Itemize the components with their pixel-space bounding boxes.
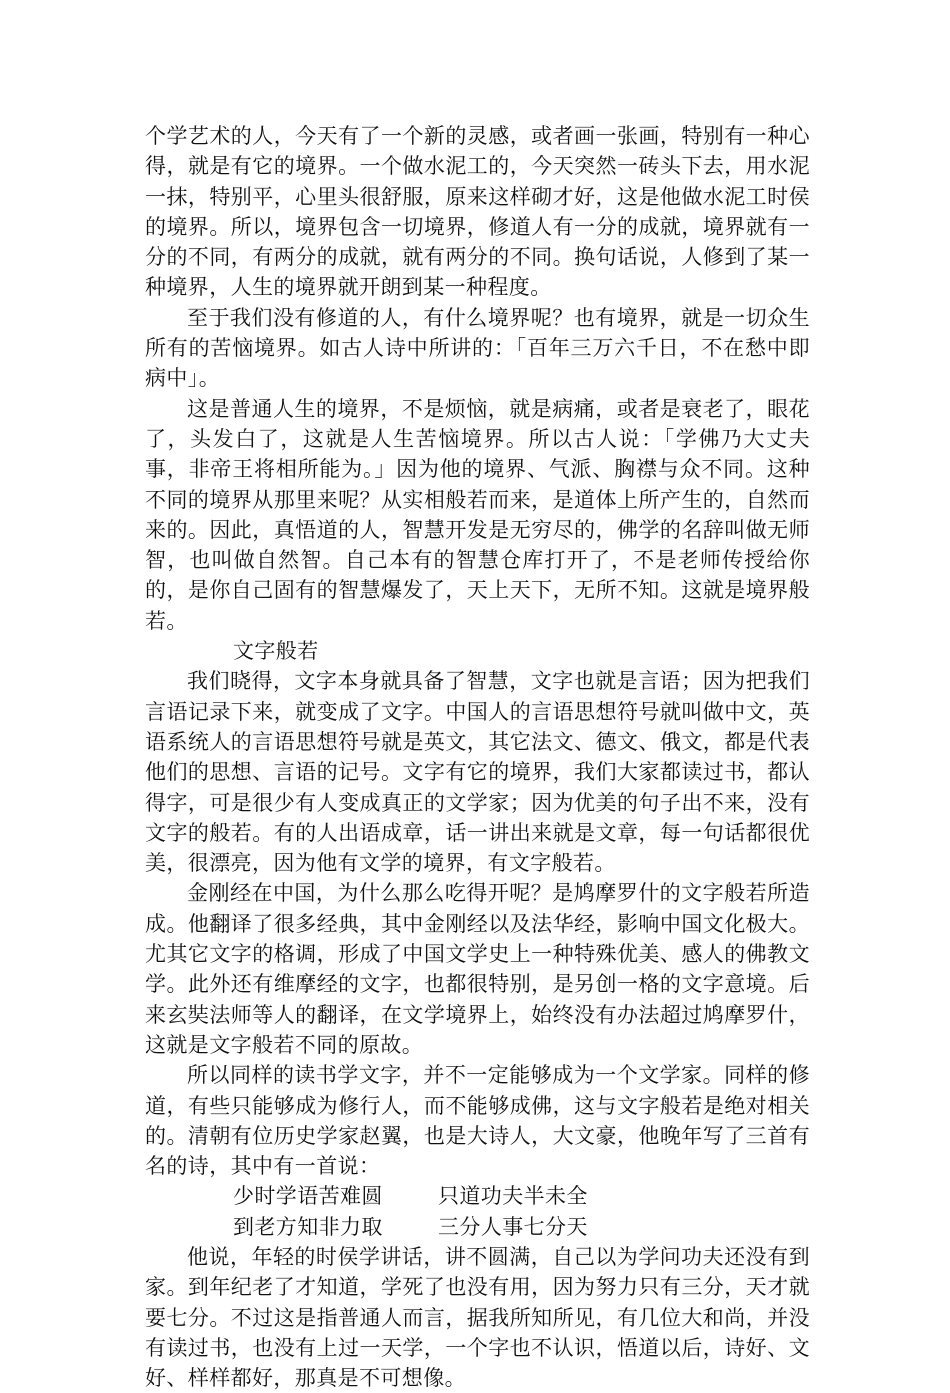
paragraph-3: 这是普通人生的境界，不是烦恼，就是病痛，或者是衰老了，眼花了，头发白了，这就是人生苦恼境界。所以古人说：「学佛乃大丈夫事，非帝王将相所能为。」因为他的境界、气派、胸襟与众不同。这种不同的境界从那里来呢？从实相般若而来，是道体上所产生的，自然而来的。因此，真悟道的人，智慧开发是无穷尽的，佛学的名辞叫做无师智，也叫做自然智。自己本有的智慧仓库打开了，不是老师传授给你的，是你自己固有的智慧爆发了，天上天下，无所不知。这就是境界般若。	[145, 396, 810, 633]
paragraph-1: 个学艺术的人，今天有了一个新的灵感，或者画一张画，特别有一种心得，就是有它的境界。一个做水泥工的，今天突然一砖头下去，用水泥一抹，特别平，心里头很舒服，原来这样砌才好，这是他做水泥工时侯的境界。所以，境界包含一切境界，修道人有一分的成就，境界就有一分的不同，有两分的成就，就有两分的不同。换句话说，人修到了某一种境界，人生的境界就开朗到某一种程度。	[145, 124, 810, 300]
paragraph-5: 金刚经在中国，为什么那么吃得开呢？是鸠摩罗什的文字般若所造成。他翻译了很多经典，其中金刚经以及法华经，影响中国文化极大。尤其它文字的格调，形成了中国文学史上一种特殊优美、感人的佛教文学。此外还有维摩经的文字，也都很特别，是另创一格的文字意境。后来玄奘法师等人的翻译，在文学境界上，始终没有办法超过鸠摩罗什，这就是文字般若不同的原故。	[145, 881, 810, 1057]
paragraph-4: 我们晓得，文字本身就具备了智慧，文字也就是言语；因为把我们言语记录下来，就变成了文字。中国人的言语思想符号就叫做中文，英语系统人的言语思想符号就是英文，其它法文、德文、俄文，都是代表他们的思想、言语的记号。文字有它的境界，我们大家都读过书，都认得字，可是很少有人变成真正的文学家；因为优美的句子出不来，没有文字的般若。有的人出语成章，话一讲出来就是文章，每一句话都很优美，很漂亮，因为他有文学的境界，有文字般若。	[145, 669, 810, 876]
paragraph-2: 至于我们没有修道的人，有什么境界呢？也有境界，就是一切众生所有的苦恼境界。如古人诗中所讲的：「百年三万六千日，不在愁中即病中」。	[145, 305, 810, 391]
paragraph-7: 他说，年轻的时侯学讲话，讲不圆满，自己以为学问功夫还没有到家。到年纪老了才知道，学死了也没有用，因为努力只有三分，天才就要七分。不过这是指普通人而言，据我所知所见，有几位大和尚，并没有读过书，也没有上过一天学，一个字也不认识，悟道以后，诗好、文好、样样都好，那真是不可想像。	[145, 1244, 810, 1391]
poem-line-2-second-half: 三分人事七分天	[438, 1214, 588, 1239]
poem-line-1	[145, 1181, 810, 1211]
document-body	[145, 121, 810, 1393]
poem-line-1-second-half: 只道功夫半未全	[438, 1184, 588, 1209]
poem-line-1-first-half: 少时学语苦难圆	[233, 1184, 383, 1209]
section-heading: 文字般若	[233, 639, 319, 664]
poem-line-2-first-half: 到老方知非力取	[233, 1214, 383, 1239]
poem-line-2	[145, 1212, 810, 1242]
paragraph-6: 所以同样的读书学文字，并不一定能够成为一个文学家。同样的修道，有些只能够成为修行人，而不能够成佛，这与文字般若是绝对相关的。清朝有位历史学家赵翼，也是大诗人，大文豪，他晚年写了三首有名的诗，其中有一首说：	[145, 1063, 810, 1179]
